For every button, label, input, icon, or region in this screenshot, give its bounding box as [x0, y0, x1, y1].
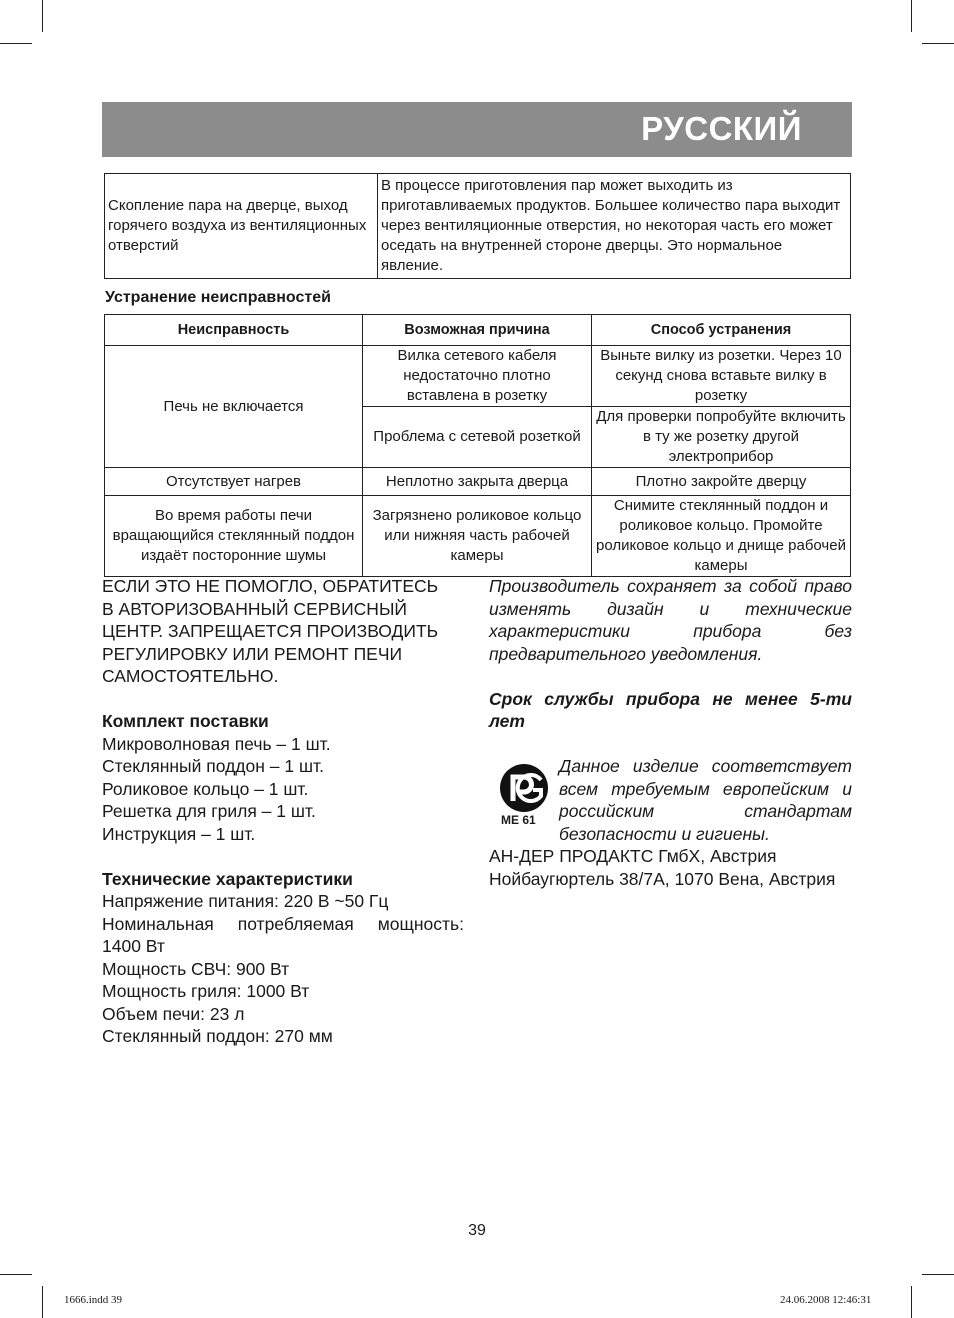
steam-note-table [104, 173, 851, 279]
list-item: Инструкция – 1 шт. [102, 823, 256, 844]
cause-cell: Проблема с сетевой розеткой [363, 407, 592, 468]
list-item: Стеклянный поддон – 1 шт. [102, 756, 324, 776]
solution-cell: Выньте вилку из розетки. Через 10 секунд снова вставьте вилку в розетку [592, 346, 851, 407]
table-row [105, 496, 851, 577]
right-column [489, 575, 852, 890]
problem-cell: Во время работы печи вращающийся стеклянный поддон издаёт посторонние шумы [105, 496, 363, 577]
crop-mark [0, 1274, 32, 1275]
steam-note-left-cell: Скопление пара на дверце, выход горячего воздуха из вентиляционных отверстий [105, 174, 378, 279]
problem-cell: Печь не включается [105, 346, 363, 468]
list-item: Роликовое кольцо – 1 шт. [102, 778, 309, 799]
crop-mark [42, 1286, 43, 1318]
cause-cell: Вилка сетевого кабеля недостаточно плотно вставлена в розетку [363, 346, 592, 407]
file-info: 1666.indd 39 [64, 1294, 123, 1306]
troubleshooting-table [104, 314, 851, 577]
company-line: Нойбаугюртель 38/7А, 1070 Вена, Австрия [489, 868, 836, 889]
print-timestamp: 24.06.2008 12:46:31 [780, 1294, 872, 1306]
manufacturer-note: Производитель сохраняет за собой право изменять дизайн и технические характеристики прибора без предварительного уведомления. [489, 576, 852, 664]
solution-cell: Снимите стеклянный поддон и роликовое кольцо. Промойте роликовое кольцо и днище рабочей камеры [592, 496, 851, 577]
language-label: РУССКИЙ [641, 110, 802, 147]
steam-note-right-cell: В процессе приготовления пар может выходить из приготавливаемых продуктов. Большее количество пара выходит через вентиляционные отверстия, но некоторая часть его может оседать на внутренней стороне дверцы. Это нормальное явление. [378, 174, 851, 279]
cause-cell: Неплотно закрыта дверца [363, 468, 592, 496]
crop-mark [922, 1274, 954, 1275]
problem-cell: Отсутствует нагрев [105, 468, 363, 496]
certification-code: ME 61 [501, 813, 536, 827]
list-item: Объем печи: 23 л [102, 1003, 245, 1024]
page-number: 39 [468, 1222, 486, 1239]
left-column [102, 575, 464, 1048]
table-row [105, 174, 851, 279]
crop-mark [911, 0, 912, 32]
solution-cell: Для проверки попробуйте включить в ту же розетку другой электроприбор [592, 407, 851, 468]
table-row [105, 468, 851, 496]
cause-cell: Загрязнено роликовое кольцо или нижняя часть рабочей камеры [363, 496, 592, 577]
package-title: Комплект поставки [102, 711, 269, 731]
crop-mark [0, 43, 32, 44]
solution-cell: Плотно закройте дверцу [592, 468, 851, 496]
language-header-bar [102, 102, 852, 157]
certification-logo-icon [495, 763, 555, 827]
warning-line: РЕГУЛИРОВКУ ИЛИ РЕМОНТ ПЕЧИ [102, 643, 403, 664]
certification-block [489, 755, 852, 845]
troubleshooting-title: Устранение неисправностей [105, 289, 331, 306]
list-item: Микроволновая печь – 1 шт. [102, 733, 331, 754]
list-item: Мощность гриля: 1000 Вт [102, 981, 310, 1001]
list-item: Стеклянный поддон: 270 мм [102, 1026, 333, 1046]
list-item: Решетка для гриля – 1 шт. [102, 801, 316, 821]
service-warning [102, 575, 464, 688]
column-header-solution: Способ устранения [592, 315, 851, 346]
warning-line: САМОСТОЯТЕЛЬНО. [102, 666, 279, 686]
list-item: Мощность СВЧ: 900 Вт [102, 958, 290, 979]
crop-mark [922, 43, 954, 44]
list-item: Номинальная потребляемая мощность: 1400 Вт [102, 913, 464, 956]
column-header-problem: Неисправность [105, 315, 363, 346]
warning-line: ЕСЛИ ЭТО НЕ ПОМОГЛО, ОБРАТИТЕСЬ [102, 576, 439, 596]
column-header-cause: Возможная причина [363, 315, 592, 346]
company-line: АН-ДЕР ПРОДАКТС ГмбХ, Австрия [489, 846, 777, 866]
table-row [105, 346, 851, 407]
warning-line: ЦЕНТР. ЗАПРЕЩАЕТСЯ ПРОИЗВОДИТЬ [102, 621, 439, 641]
certification-text: Данное изделие соответствует всем требуемым европейским и российским стандартам безопасности и гигиены. [559, 756, 852, 844]
service-life-note: Срок службы прибора не менее 5-ти лет [489, 688, 852, 731]
warning-line: В АВТОРИЗОВАННЫЙ СЕРВИСНЫЙ [102, 598, 408, 619]
list-item: Напряжение питания: 220 В ~50 Гц [102, 891, 389, 911]
crop-mark [911, 1286, 912, 1318]
crop-mark [42, 0, 43, 32]
table-header-row [105, 315, 851, 346]
specs-title: Технические характеристики [102, 868, 353, 889]
